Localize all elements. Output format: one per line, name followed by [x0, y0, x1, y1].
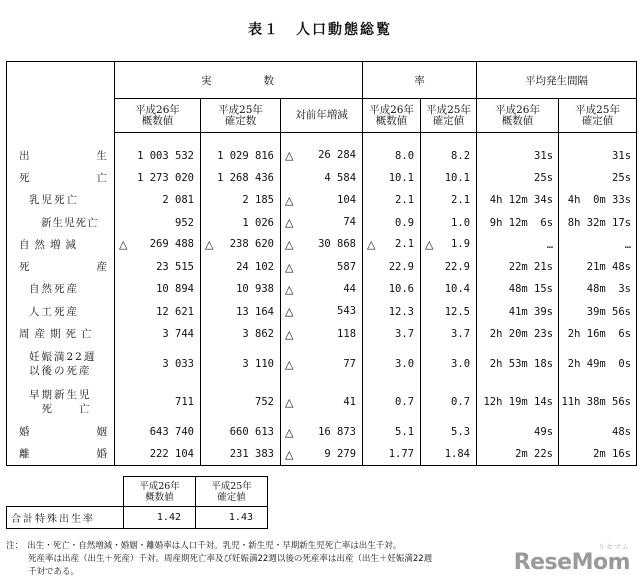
count-h26 — [115, 383, 201, 421]
decrease-marker: △ — [285, 305, 294, 319]
row-label — [7, 323, 115, 345]
rate-h25-value: 12.5 — [444, 305, 471, 318]
count-h26-value: 222 104 — [149, 448, 194, 461]
count-h25-value: 1 268 436 — [217, 171, 274, 184]
count-h25 — [201, 421, 281, 443]
interval-h25 — [559, 345, 637, 383]
interval-h26-value: 2h 53m 18s — [489, 358, 554, 371]
count-h25-value: 13 164 — [236, 305, 274, 318]
rate-h25-value: 8.2 — [451, 149, 471, 162]
interval-h26-value: 9h 12m 6s — [489, 216, 554, 229]
decrease-marker: △ — [285, 193, 294, 207]
count-h26-value: 23 515 — [156, 261, 194, 274]
rate-h25-value: 10.1 — [444, 171, 471, 184]
row-label-value: 出 生 — [19, 149, 112, 162]
rate-h26-value: 12.3 — [388, 305, 415, 318]
row-label-value: 離 婚 — [19, 448, 112, 461]
rate-h25 — [421, 421, 477, 443]
header-actual: 実 数 — [115, 62, 363, 99]
count-h26-value: 711 — [175, 396, 194, 409]
rate-h25 — [421, 256, 477, 278]
count-h25-value: 3 110 — [242, 358, 274, 371]
row-label-value: 死 亡 — [19, 171, 112, 184]
total-fertility-rate-table — [6, 476, 268, 529]
rate-h26 — [363, 234, 421, 256]
count-h26 — [115, 145, 201, 167]
count-h26 — [115, 256, 201, 278]
count-h25-value: 752 — [255, 396, 274, 409]
change-from-prev-year — [281, 323, 363, 345]
count-h26 — [115, 345, 201, 383]
spacer-row — [7, 133, 637, 145]
count-h26-value: 3 744 — [162, 328, 194, 341]
interval-h26-value: 4h 12m 34s — [489, 194, 554, 207]
rate-h25-value: 2.1 — [451, 194, 471, 207]
change-from-prev-year — [281, 421, 363, 443]
row-label — [7, 234, 115, 256]
interval-h25-value: 25s — [612, 171, 632, 184]
rate-h26 — [363, 383, 421, 421]
rate-h26 — [363, 167, 421, 189]
header-rate: 率 — [363, 62, 477, 99]
rate-h26 — [363, 345, 421, 383]
interval-h26 — [477, 421, 559, 443]
count-h26 — [115, 301, 201, 323]
decrease-marker: △ — [285, 282, 294, 296]
rate-h25 — [421, 145, 477, 167]
rate-h25-value: 3.7 — [451, 328, 471, 341]
interval-h25 — [559, 211, 637, 233]
row-label — [7, 278, 115, 300]
change-from-prev-year — [281, 189, 363, 211]
count-h25 — [201, 323, 281, 345]
count-h25-value: 231 383 — [229, 448, 274, 461]
row-label — [7, 345, 115, 383]
table-row — [7, 256, 637, 278]
header-interval: 平均発生間隔 — [477, 62, 637, 99]
rate-h26-value: 10.1 — [388, 171, 415, 184]
decrease-marker: △ — [205, 238, 214, 252]
tfr-value-h26: 1.42 — [124, 507, 196, 529]
decrease-marker: △ — [285, 216, 294, 230]
count-h25-value: 660 613 — [229, 426, 274, 439]
rate-h25-value: 0.7 — [451, 396, 471, 409]
rate-h26 — [363, 211, 421, 233]
footnote-line: 千対である。 — [28, 567, 80, 577]
count-h26-value: 10 894 — [156, 283, 194, 296]
rate-h25 — [421, 167, 477, 189]
table-row — [7, 211, 637, 233]
count-h25-value: 10 938 — [236, 283, 274, 296]
count-h25 — [201, 145, 281, 167]
count-h25-value: 3 862 — [242, 328, 274, 341]
rate-h25 — [421, 211, 477, 233]
decrease-marker: △ — [285, 238, 294, 252]
interval-h25-value: 48m 3s — [586, 283, 632, 296]
count-h25 — [201, 278, 281, 300]
change-from-prev-year — [281, 301, 363, 323]
table-row — [7, 278, 637, 300]
tfr-header-h25: 平成25年 確定値 — [196, 477, 268, 507]
interval-h26-value: … — [546, 238, 554, 251]
tfr-corner — [7, 477, 124, 507]
change-from-prev-year-value: 4 584 — [324, 171, 357, 184]
rate-h26 — [363, 145, 421, 167]
decrease-marker: △ — [285, 395, 294, 409]
row-label-value: 乳児死亡 — [29, 194, 79, 207]
count-h26-value: 269 488 — [149, 238, 194, 251]
rate-h25-value: 5.3 — [451, 426, 471, 439]
interval-h25 — [559, 145, 637, 167]
rate-h25-value: 1.9 — [451, 238, 471, 251]
subheader-interval-h25: 平成25年 確定値 — [559, 99, 637, 133]
table-row — [7, 383, 637, 421]
decrease-marker: △ — [425, 238, 434, 252]
subheader-actual-h25: 平成25年 確定数 — [201, 99, 281, 133]
rate-h26-value: 10.6 — [388, 283, 415, 296]
interval-h26 — [477, 256, 559, 278]
change-from-prev-year — [281, 383, 363, 421]
rate-h25 — [421, 323, 477, 345]
table-row — [7, 234, 637, 256]
interval-h25-value: 2m 16s — [593, 448, 632, 461]
interval-h25 — [559, 234, 637, 256]
count-h26 — [115, 443, 201, 465]
subheader-rate-h25: 平成25年 確定値 — [421, 99, 477, 133]
interval-h26-value: 25s — [534, 171, 554, 184]
count-h25 — [201, 167, 281, 189]
rate-h26 — [363, 421, 421, 443]
decrease-marker: △ — [367, 238, 376, 252]
count-h25 — [201, 301, 281, 323]
interval-h26 — [477, 345, 559, 383]
rate-h25-value: 3.0 — [451, 358, 471, 371]
tfr-value-h25: 1.43 — [196, 507, 268, 529]
table-row — [7, 421, 637, 443]
rate-h25-value: 10.4 — [444, 283, 471, 296]
rate-h25 — [421, 301, 477, 323]
rate-h25-value: 22.9 — [444, 261, 471, 274]
table-row — [7, 145, 637, 167]
count-h26 — [115, 167, 201, 189]
row-label-value: 人工死産 — [29, 305, 79, 318]
footnote-line: 注： 出生・死亡・自然増減・婚姻・離婚率は人口千対。乳児・新生児・早期新生児死亡率は出生千対。 — [6, 541, 402, 551]
count-h26-value: 2 081 — [162, 194, 194, 207]
table-title: 表１ 人口動態総覧 — [248, 22, 392, 38]
change-from-prev-year — [281, 278, 363, 300]
rate-h25 — [421, 443, 477, 465]
rate-h25-value: 1.0 — [451, 216, 471, 229]
row-label — [7, 167, 115, 189]
decrease-marker: △ — [119, 238, 128, 252]
row-label — [7, 383, 115, 421]
interval-h26 — [477, 234, 559, 256]
table-row — [7, 167, 637, 189]
change-from-prev-year-value: 16 873 — [318, 425, 357, 438]
interval-h26 — [477, 167, 559, 189]
count-h26-value: 3 033 — [162, 358, 194, 371]
change-from-prev-year-value: 41 — [343, 395, 357, 408]
interval-h26 — [477, 323, 559, 345]
decrease-marker: △ — [285, 447, 294, 461]
resemom-watermark — [513, 543, 630, 575]
rate-h26-value: 2.1 — [395, 238, 415, 251]
rate-h25 — [421, 234, 477, 256]
interval-h25 — [559, 323, 637, 345]
interval-h26-value: 2h 20m 23s — [489, 328, 554, 341]
decrease-marker: △ — [285, 149, 294, 163]
count-h25-value: 2 185 — [242, 194, 274, 207]
interval-h25 — [559, 278, 637, 300]
row-label-value: 婚 姻 — [19, 426, 112, 439]
decrease-marker: △ — [285, 425, 294, 439]
interval-h25 — [559, 301, 637, 323]
change-from-prev-year-value: 44 — [343, 282, 357, 295]
change-from-prev-year-value: 104 — [337, 193, 357, 206]
interval-h25 — [559, 189, 637, 211]
interval-h26 — [477, 443, 559, 465]
count-h25 — [201, 189, 281, 211]
table-row — [7, 301, 637, 323]
rate-h25 — [421, 189, 477, 211]
interval-h26-value: 22m 21s — [508, 261, 554, 274]
count-h26 — [115, 323, 201, 345]
count-h25 — [201, 211, 281, 233]
interval-h26-value: 12h 19m 14s — [483, 396, 554, 409]
row-label — [7, 145, 115, 167]
row-label-value: 妊娠満22週 以後の死産 — [29, 351, 97, 378]
rate-h25 — [421, 345, 477, 383]
change-from-prev-year-value: 26 284 — [318, 149, 357, 162]
rate-h25 — [421, 383, 477, 421]
interval-h26 — [477, 211, 559, 233]
interval-h25 — [559, 167, 637, 189]
change-from-prev-year-value: 118 — [337, 327, 357, 340]
row-label-value: 周産期死亡 — [19, 328, 97, 341]
row-label-value: 死 産 — [19, 261, 112, 274]
rate-h26 — [363, 278, 421, 300]
table-row — [7, 323, 637, 345]
rate-h26 — [363, 256, 421, 278]
row-label — [7, 421, 115, 443]
count-h26 — [115, 189, 201, 211]
interval-h26-value: 48m 15s — [508, 283, 554, 296]
watermark-subtext: リセマム — [598, 543, 630, 551]
count-h26-value: 952 — [175, 216, 194, 229]
interval-h25-value: 2h 16m 6s — [567, 328, 632, 341]
interval-h26 — [477, 278, 559, 300]
count-h25 — [201, 383, 281, 421]
change-from-prev-year-value: 9 279 — [324, 447, 357, 460]
subheader-change: 対前年増減 — [281, 99, 363, 133]
interval-h26 — [477, 189, 559, 211]
footnote-line: 死産率は出産（出生＋死産）千対。周産期死亡率及び妊娠満22週以後の死産率は出産（出生＋妊娠満22週 — [28, 554, 433, 564]
count-h26-value: 12 621 — [156, 305, 194, 318]
count-h25 — [201, 443, 281, 465]
interval-h26 — [477, 383, 559, 421]
count-h26-value: 1 273 020 — [137, 171, 194, 184]
count-h26 — [115, 234, 201, 256]
count-h26 — [115, 278, 201, 300]
row-label-value: 新生児死亡 — [41, 216, 99, 229]
change-from-prev-year — [281, 345, 363, 383]
row-label — [7, 211, 115, 233]
table-row — [7, 443, 637, 465]
interval-h26 — [477, 145, 559, 167]
rate-h26-value: 0.7 — [395, 396, 415, 409]
change-from-prev-year-value: 77 — [343, 357, 357, 370]
tfr-header-h26: 平成26年 概数値 — [124, 477, 196, 507]
change-from-prev-year-value: 30 868 — [318, 238, 357, 251]
interval-h26-value: 31s — [534, 149, 554, 162]
count-h25 — [201, 345, 281, 383]
count-h25 — [201, 234, 281, 256]
interval-h25-value: … — [624, 238, 632, 251]
rate-h25 — [421, 278, 477, 300]
row-label — [7, 301, 115, 323]
count-h25-value: 24 102 — [236, 261, 274, 274]
count-h26 — [115, 421, 201, 443]
rate-h26 — [363, 189, 421, 211]
change-from-prev-year — [281, 211, 363, 233]
rate-h26-value: 1.77 — [388, 448, 415, 461]
rate-h25-value: 1.84 — [444, 448, 471, 461]
row-label — [7, 256, 115, 278]
interval-h25-value: 39m 56s — [586, 305, 632, 318]
rate-h26-value: 22.9 — [388, 261, 415, 274]
count-h26 — [115, 211, 201, 233]
rate-h26 — [363, 301, 421, 323]
interval-h25-value: 4h 0m 33s — [567, 194, 632, 207]
interval-h25 — [559, 383, 637, 421]
count-h25 — [201, 256, 281, 278]
count-h26-value: 643 740 — [149, 426, 194, 439]
change-from-prev-year — [281, 234, 363, 256]
change-from-prev-year — [281, 145, 363, 167]
rate-h26-value: 8.0 — [395, 149, 415, 162]
rate-h26-value: 0.9 — [395, 216, 415, 229]
interval-h25-value: 2h 49m 0s — [567, 358, 632, 371]
interval-h26-value: 41m 39s — [508, 305, 554, 318]
count-h25-value: 1 029 816 — [217, 149, 274, 162]
vital-statistics-table — [6, 61, 637, 466]
tfr-label: 合計特殊出生率 — [7, 507, 124, 529]
change-from-prev-year — [281, 443, 363, 465]
subheader-actual-h26: 平成26年 概数値 — [115, 99, 201, 133]
change-from-prev-year — [281, 256, 363, 278]
interval-h26-value: 49s — [534, 426, 554, 439]
subheader-rate-h26: 平成26年 概数値 — [363, 99, 421, 133]
table-row — [7, 345, 637, 383]
rate-h26-value: 2.1 — [395, 194, 415, 207]
rate-h26 — [363, 323, 421, 345]
row-label-value: 自然死産 — [29, 283, 79, 296]
row-label-value: 早期新生児 死 亡 — [29, 389, 92, 416]
rate-h26-value: 5.1 — [395, 426, 415, 439]
interval-h25 — [559, 256, 637, 278]
change-from-prev-year-value: 587 — [337, 260, 357, 273]
row-label-value: 自然増減 — [19, 238, 81, 251]
change-from-prev-year-value: 543 — [337, 305, 357, 318]
rate-h26-value: 3.7 — [395, 328, 415, 341]
watermark-text: ReseMom — [513, 550, 630, 575]
interval-h25 — [559, 443, 637, 465]
change-from-prev-year — [281, 167, 363, 189]
rate-h26 — [363, 443, 421, 465]
decrease-marker: △ — [285, 357, 294, 371]
rate-h26-value: 3.0 — [395, 358, 415, 371]
interval-h25-value: 31s — [612, 149, 632, 162]
count-h26-value: 1 003 532 — [137, 149, 194, 162]
interval-h25-value: 11h 38m 56s — [561, 396, 632, 409]
interval-h25-value: 21m 48s — [586, 261, 632, 274]
label-column-header — [7, 62, 115, 133]
count-h25-value: 238 620 — [229, 238, 274, 251]
interval-h25-value: 8h 32m 17s — [567, 216, 632, 229]
interval-h26-value: 2m 22s — [515, 448, 554, 461]
row-label — [7, 443, 115, 465]
interval-h25 — [559, 421, 637, 443]
subheader-interval-h26: 平成26年 概数値 — [477, 99, 559, 133]
decrease-marker: △ — [285, 260, 294, 274]
decrease-marker: △ — [285, 327, 294, 341]
interval-h25-value: 48s — [612, 426, 632, 439]
row-label — [7, 189, 115, 211]
count-h25-value: 1 026 — [242, 216, 274, 229]
table-row — [7, 189, 637, 211]
change-from-prev-year-value: 74 — [343, 216, 357, 229]
interval-h26 — [477, 301, 559, 323]
